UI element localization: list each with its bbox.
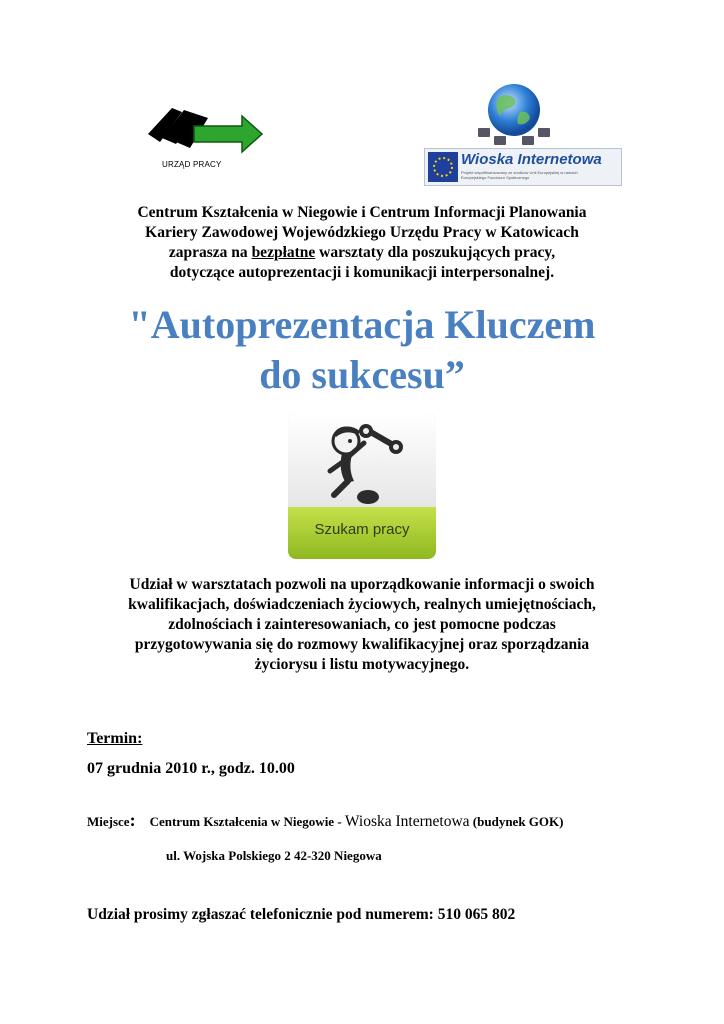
intro-free-underlined: bezpłatne bbox=[251, 244, 316, 261]
globe-network-icon bbox=[424, 82, 622, 150]
wioska-internetowa-logo bbox=[424, 82, 622, 186]
workshop-title bbox=[40, 300, 684, 400]
urzad-pracy-label: URZĄD PRACY bbox=[162, 160, 222, 169]
date-label: Termin: bbox=[87, 730, 143, 747]
running-man-wrench-icon bbox=[288, 413, 436, 507]
wioska-title: Wioska Internetowa bbox=[461, 151, 602, 168]
intro-line-1: Centrum Kształcenia w Niegowie i Centrum Informacji Planowania bbox=[137, 204, 587, 221]
intro-line-3 bbox=[60, 243, 664, 263]
wioska-banner bbox=[424, 148, 622, 186]
job-search-label: Szukam pracy bbox=[314, 521, 410, 538]
description-line-4: przygotowywania się do rozmowy kwalifikacyjnej oraz sporządzania bbox=[134, 636, 590, 653]
location-colon: : bbox=[129, 810, 136, 830]
address: ul. Wojska Polskiego 2 42-320 Niegowa bbox=[166, 848, 382, 863]
wioska-subtitle: Projekt współfinansowany ze środków Unii Europejskiej w ramach Europejskiego Funduszu Społecznego bbox=[461, 170, 578, 180]
title-line-1: "Autoprezentacja Kluczem bbox=[128, 302, 596, 347]
location-label: Miejsce bbox=[87, 814, 130, 829]
date-value: 07 grudnia 2010 r., godz. 10.00 bbox=[87, 760, 295, 777]
contact-phone: Udział prosimy zgłaszać telefonicznie pod numerem: 510 065 802 bbox=[87, 906, 516, 923]
description-line-1: Udział w warsztatach pozwoli na uporządkowanie informacji o swoich bbox=[129, 576, 595, 593]
intro-text bbox=[60, 203, 664, 283]
job-graphic-top bbox=[288, 413, 436, 507]
title-line-2: do sukcesu” bbox=[259, 352, 465, 397]
job-search-graphic bbox=[288, 413, 436, 559]
location-venue: Centrum Kształcenia w Niegowie - bbox=[149, 814, 345, 829]
intro-line-4: dotyczące autoprezentacji i komunikacji interpersonalnej. bbox=[169, 264, 555, 281]
urzad-pracy-logo bbox=[146, 96, 266, 176]
workshop-description bbox=[70, 575, 654, 675]
eu-flag-icon bbox=[428, 152, 458, 182]
urzad-pracy-logo-mark bbox=[146, 96, 266, 160]
intro-line-3-start: zaprasza na bbox=[168, 244, 252, 261]
location-building: (budynek GOK) bbox=[469, 814, 564, 829]
location-row bbox=[87, 810, 563, 831]
intro-line-2: Kariery Zawodowej Wojewódzkiego Urzędu Pracy w Katowicach bbox=[145, 224, 579, 241]
location-venue-name: Wioska Internetowa bbox=[344, 813, 470, 830]
description-line-5: życiorysu i listu motywacyjnego. bbox=[254, 656, 470, 673]
intro-line-3-end: warsztaty dla poszukujących pracy, bbox=[315, 244, 556, 261]
description-line-3: zdolnościach i zainteresowaniach, co jest pomocne podczas bbox=[168, 616, 556, 633]
description-line-2: kwalifikacjach, doświadczeniach życiowych, realnych umiejętnościach, bbox=[128, 596, 596, 613]
